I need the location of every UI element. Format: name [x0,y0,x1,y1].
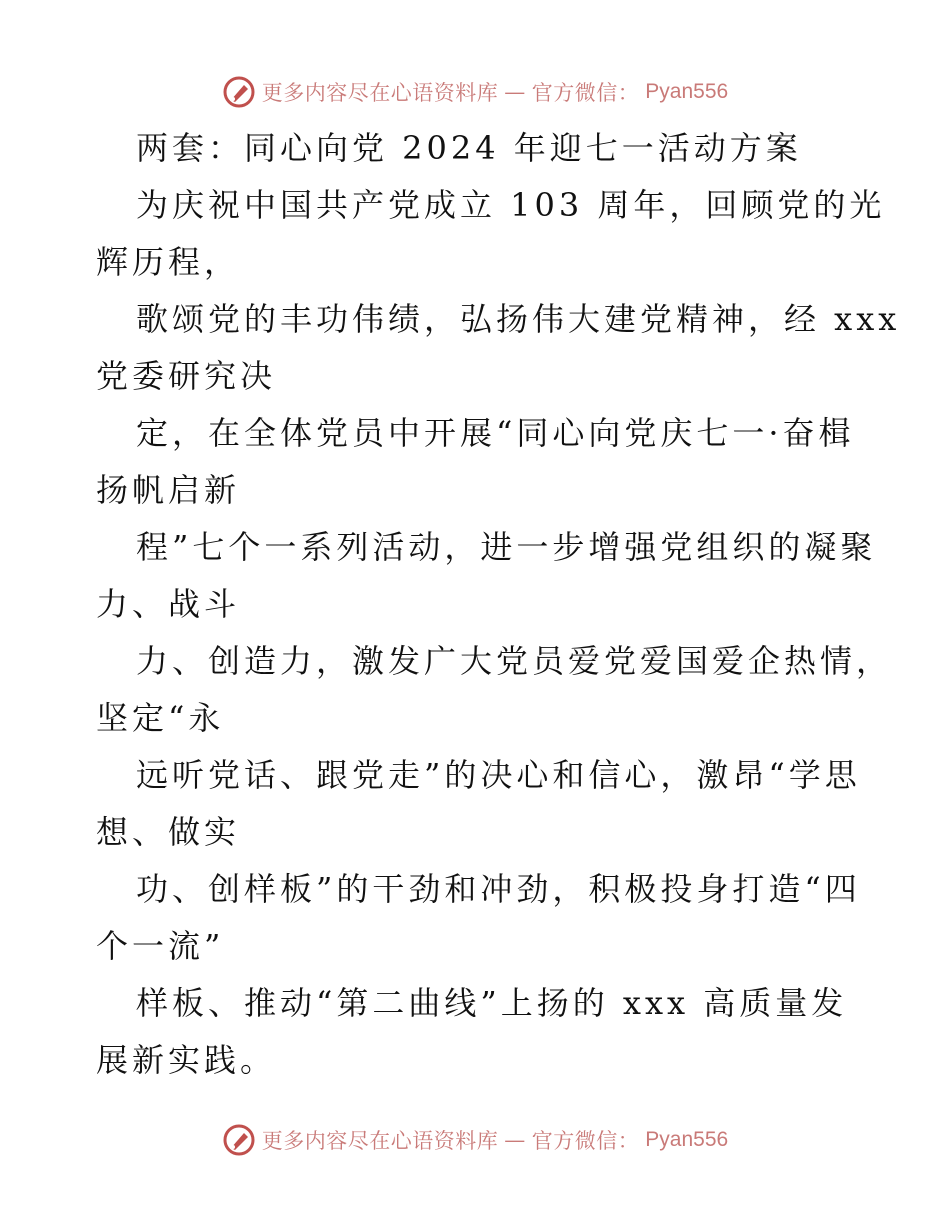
watermark-footer [0,1120,950,1160]
watermark-account: Pyan556 [645,80,729,103]
watermark-dash: — [504,1128,526,1152]
paragraph-line: 个一流” [96,927,225,965]
paragraph-line: 歌颂党的丰功伟绩，弘扬伟大建党精神，经 xxx [136,300,901,338]
pen-nib-logo-icon [222,1123,256,1157]
paragraph-line: 定，在全体党员中开展“同心向党庆七一·奋楫 [136,414,855,452]
paragraph-line: 扬帆启新 [96,471,241,509]
document-title: 两套：同心向党 2024 年迎七一活动方案 [136,129,802,167]
paragraph-line: 远听党话、跟党走”的决心和信心，激昂“学思 [136,756,861,794]
paragraph-line: 样板、推动“第二曲线”上扬的 xxx 高质量发 [136,984,848,1022]
paragraph-line: 展新实践。 [96,1041,277,1079]
paragraph-line: 力、创造力，激发广大党员爱党爱国爱企热情， [136,642,893,680]
watermark-middle: 官方微信： [531,81,640,105]
watermark-middle: 官方微信： [531,1129,640,1153]
paragraph-line: 为庆祝中国共产党成立 103 周年，回顾党的光 [136,186,886,224]
paragraph-line: 力、战斗 [96,585,241,623]
paragraph-line: 想、做实 [96,813,241,851]
watermark-prefix: 更多内容尽在心语资料库 [261,1129,499,1153]
watermark-dash: — [504,80,526,104]
paragraph-line: 党委研究决 [96,357,277,395]
paragraph-line: 程”七个一系列活动，进一步增强党组织的凝聚 [136,528,877,566]
paragraph-line: 坚定“永 [96,699,225,737]
watermark-account: Pyan556 [645,1128,729,1151]
pen-nib-logo-icon [222,75,256,109]
watermark-prefix: 更多内容尽在心语资料库 [261,81,499,105]
watermark-header [0,72,950,112]
paragraph-line: 功、创样板”的干劲和冲劲，积极投身打造“四 [136,870,861,908]
paragraph-line: 辉历程， [96,243,241,281]
